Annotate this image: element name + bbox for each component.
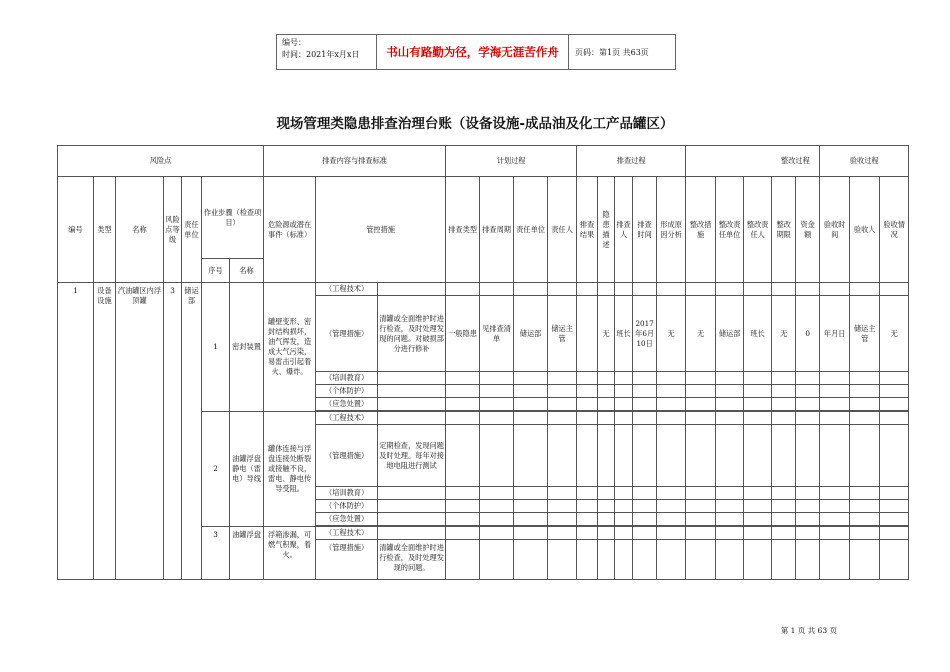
row-resp-unit: 储运部	[182, 283, 202, 580]
col-hazard: 危险源或潜在事件（标准）	[264, 177, 316, 283]
group-acceptance: 验收过程	[820, 146, 909, 177]
row-name: 汽油罐区内浮顶罐	[116, 283, 164, 580]
step-1-funds: 0	[796, 296, 820, 372]
col-step-name: 名称	[230, 259, 264, 283]
step-2-training: （培训教育）	[316, 487, 378, 500]
col-accept-status: 验收情况	[880, 177, 909, 283]
col-check-result: 排查结果	[577, 177, 598, 283]
step-3-hazard: 浮箱渗漏，可燃气积聚，着火。	[264, 527, 316, 580]
step-2-emergency: （应急处置）	[316, 513, 378, 526]
document-header	[276, 34, 676, 70]
col-name: 名称	[116, 177, 164, 283]
step-1-check-time: 2017年6月10日	[633, 296, 657, 372]
row-no: 1	[58, 283, 94, 580]
group-inspection-content: 排查内容与排查标准	[264, 146, 446, 177]
motto: 书山有路勤为径，学海无涯苦作舟	[377, 35, 569, 69]
group-inspection-process: 排查过程	[577, 146, 686, 177]
step-1-emergency: （应急处置）	[316, 398, 378, 411]
col-accept-person: 验收人	[850, 177, 880, 283]
step-1-check-type: 一般隐患	[446, 296, 480, 372]
step-1-rect-unit: 储运部	[716, 296, 744, 372]
step-2-engineering: （工程技术）	[316, 412, 378, 425]
col-category: 类型	[94, 177, 116, 283]
col-rect-unit: 整改责任单位	[716, 177, 744, 283]
step-2-seq: 2	[202, 412, 230, 527]
step-1-checker: 班长	[615, 296, 633, 372]
col-measures: 整改措施	[686, 177, 716, 283]
step-1-management: 清罐或全面维护时进行检查，及时处理发现的问题。对破损部分进行修补	[378, 296, 446, 372]
col-accept-time: 验收时间	[820, 177, 850, 283]
hazard-ledger-table	[57, 145, 909, 580]
step-1-name: 密封装置	[230, 283, 264, 412]
col-plan-resp-unit: 责任单位	[514, 177, 548, 283]
step-1-ppe: （个体防护）	[316, 385, 378, 398]
page-title: 现场管理类隐患排查治理台账（设备设施-成品油及化工产品罐区）	[276, 116, 674, 132]
step-1-resp-unit: 储运部	[514, 296, 548, 372]
step-1-check-result	[577, 296, 598, 372]
step-2-name: 油罐浮盘静电（雷电）导线	[230, 412, 264, 527]
code-label: 编号：	[282, 38, 306, 47]
col-hazard-desc: 隐患描述	[598, 177, 615, 283]
col-checker: 排查人	[615, 177, 633, 283]
time-label: 时间：2021年x月x日	[282, 50, 360, 59]
step-3-engineering: （工程技术）	[316, 527, 378, 540]
col-check-cycle: 排查周期	[480, 177, 514, 283]
row-category: 设备设施	[94, 283, 116, 580]
step-1-training: （培训教育）	[316, 372, 378, 385]
col-seq: 序号	[202, 259, 230, 283]
step-1-accept-time: 年月日	[820, 296, 850, 372]
col-no: 编号	[58, 177, 94, 283]
group-plan: 计划过程	[446, 146, 577, 177]
step-3-management: 清罐或全面维护时进行检查，及时处理发现的问题。	[378, 540, 446, 580]
header-meta	[277, 35, 377, 69]
step-1-measures: 无	[686, 296, 716, 372]
step-1-resp-person: 储运主管	[548, 296, 577, 372]
col-check-time: 排查时间	[633, 177, 657, 283]
step-1-accept-person: 储运主管	[850, 296, 880, 372]
col-cause: 形成原因分析	[657, 177, 686, 283]
step-2-management-label: （管理措施）	[316, 425, 378, 487]
col-rect-person: 整改责任人	[744, 177, 772, 283]
step-1-seq: 1	[202, 283, 230, 412]
step-3-seq: 3	[202, 527, 230, 580]
step-2-ppe: （个体防护）	[316, 500, 378, 513]
step-1-rect-person: 班长	[744, 296, 772, 372]
col-rect-deadline: 整改期限	[772, 177, 796, 283]
step-3-name: 油罐浮盘	[230, 527, 264, 580]
group-risk-point: 风险点	[58, 146, 264, 177]
step-1-hazard: 罐壁变形、密封结构损坏，油气挥发，造成大气污染，易雷击引起着火、爆炸。	[264, 283, 316, 412]
step-1-engineering: （工程技术）	[316, 283, 378, 296]
step-1-accept-status: 无	[880, 296, 909, 372]
col-control: 管控措施	[316, 177, 446, 283]
col-plan-resp-person: 责任人	[548, 177, 577, 283]
step-1-management-label: （管理措施）	[316, 296, 378, 372]
col-funds: 资金额	[796, 177, 820, 283]
col-resp-unit: 责任单位	[182, 177, 202, 283]
page-footer: 第 1 页 共 63 页	[780, 626, 837, 635]
col-check-type: 排查类型	[446, 177, 480, 283]
group-rectification: 整改过程	[772, 146, 820, 177]
step-1-rect-deadline: 无	[772, 296, 796, 372]
row-risk-level: 3	[164, 283, 182, 580]
step-3-management-label: （管理措施）	[316, 540, 378, 580]
step-1-hazard-desc: 无	[598, 296, 615, 372]
step-2-management: 定期检查，发现问题及时处理。每年对接地电阻进行测试	[378, 425, 446, 487]
step-2-hazard: 罐体连接与浮盘连接处断裂或接触不良，雷电、静电传导受阻。	[264, 412, 316, 527]
page-label: 页码：第1页 共63页	[575, 47, 649, 57]
col-risk-level: 风险点等级	[164, 177, 182, 283]
step-1-cause: 无	[657, 296, 686, 372]
step-1-check-cycle: 见排查清单	[480, 296, 514, 372]
col-work-steps: 作业步骤（检查项目）	[202, 177, 264, 259]
